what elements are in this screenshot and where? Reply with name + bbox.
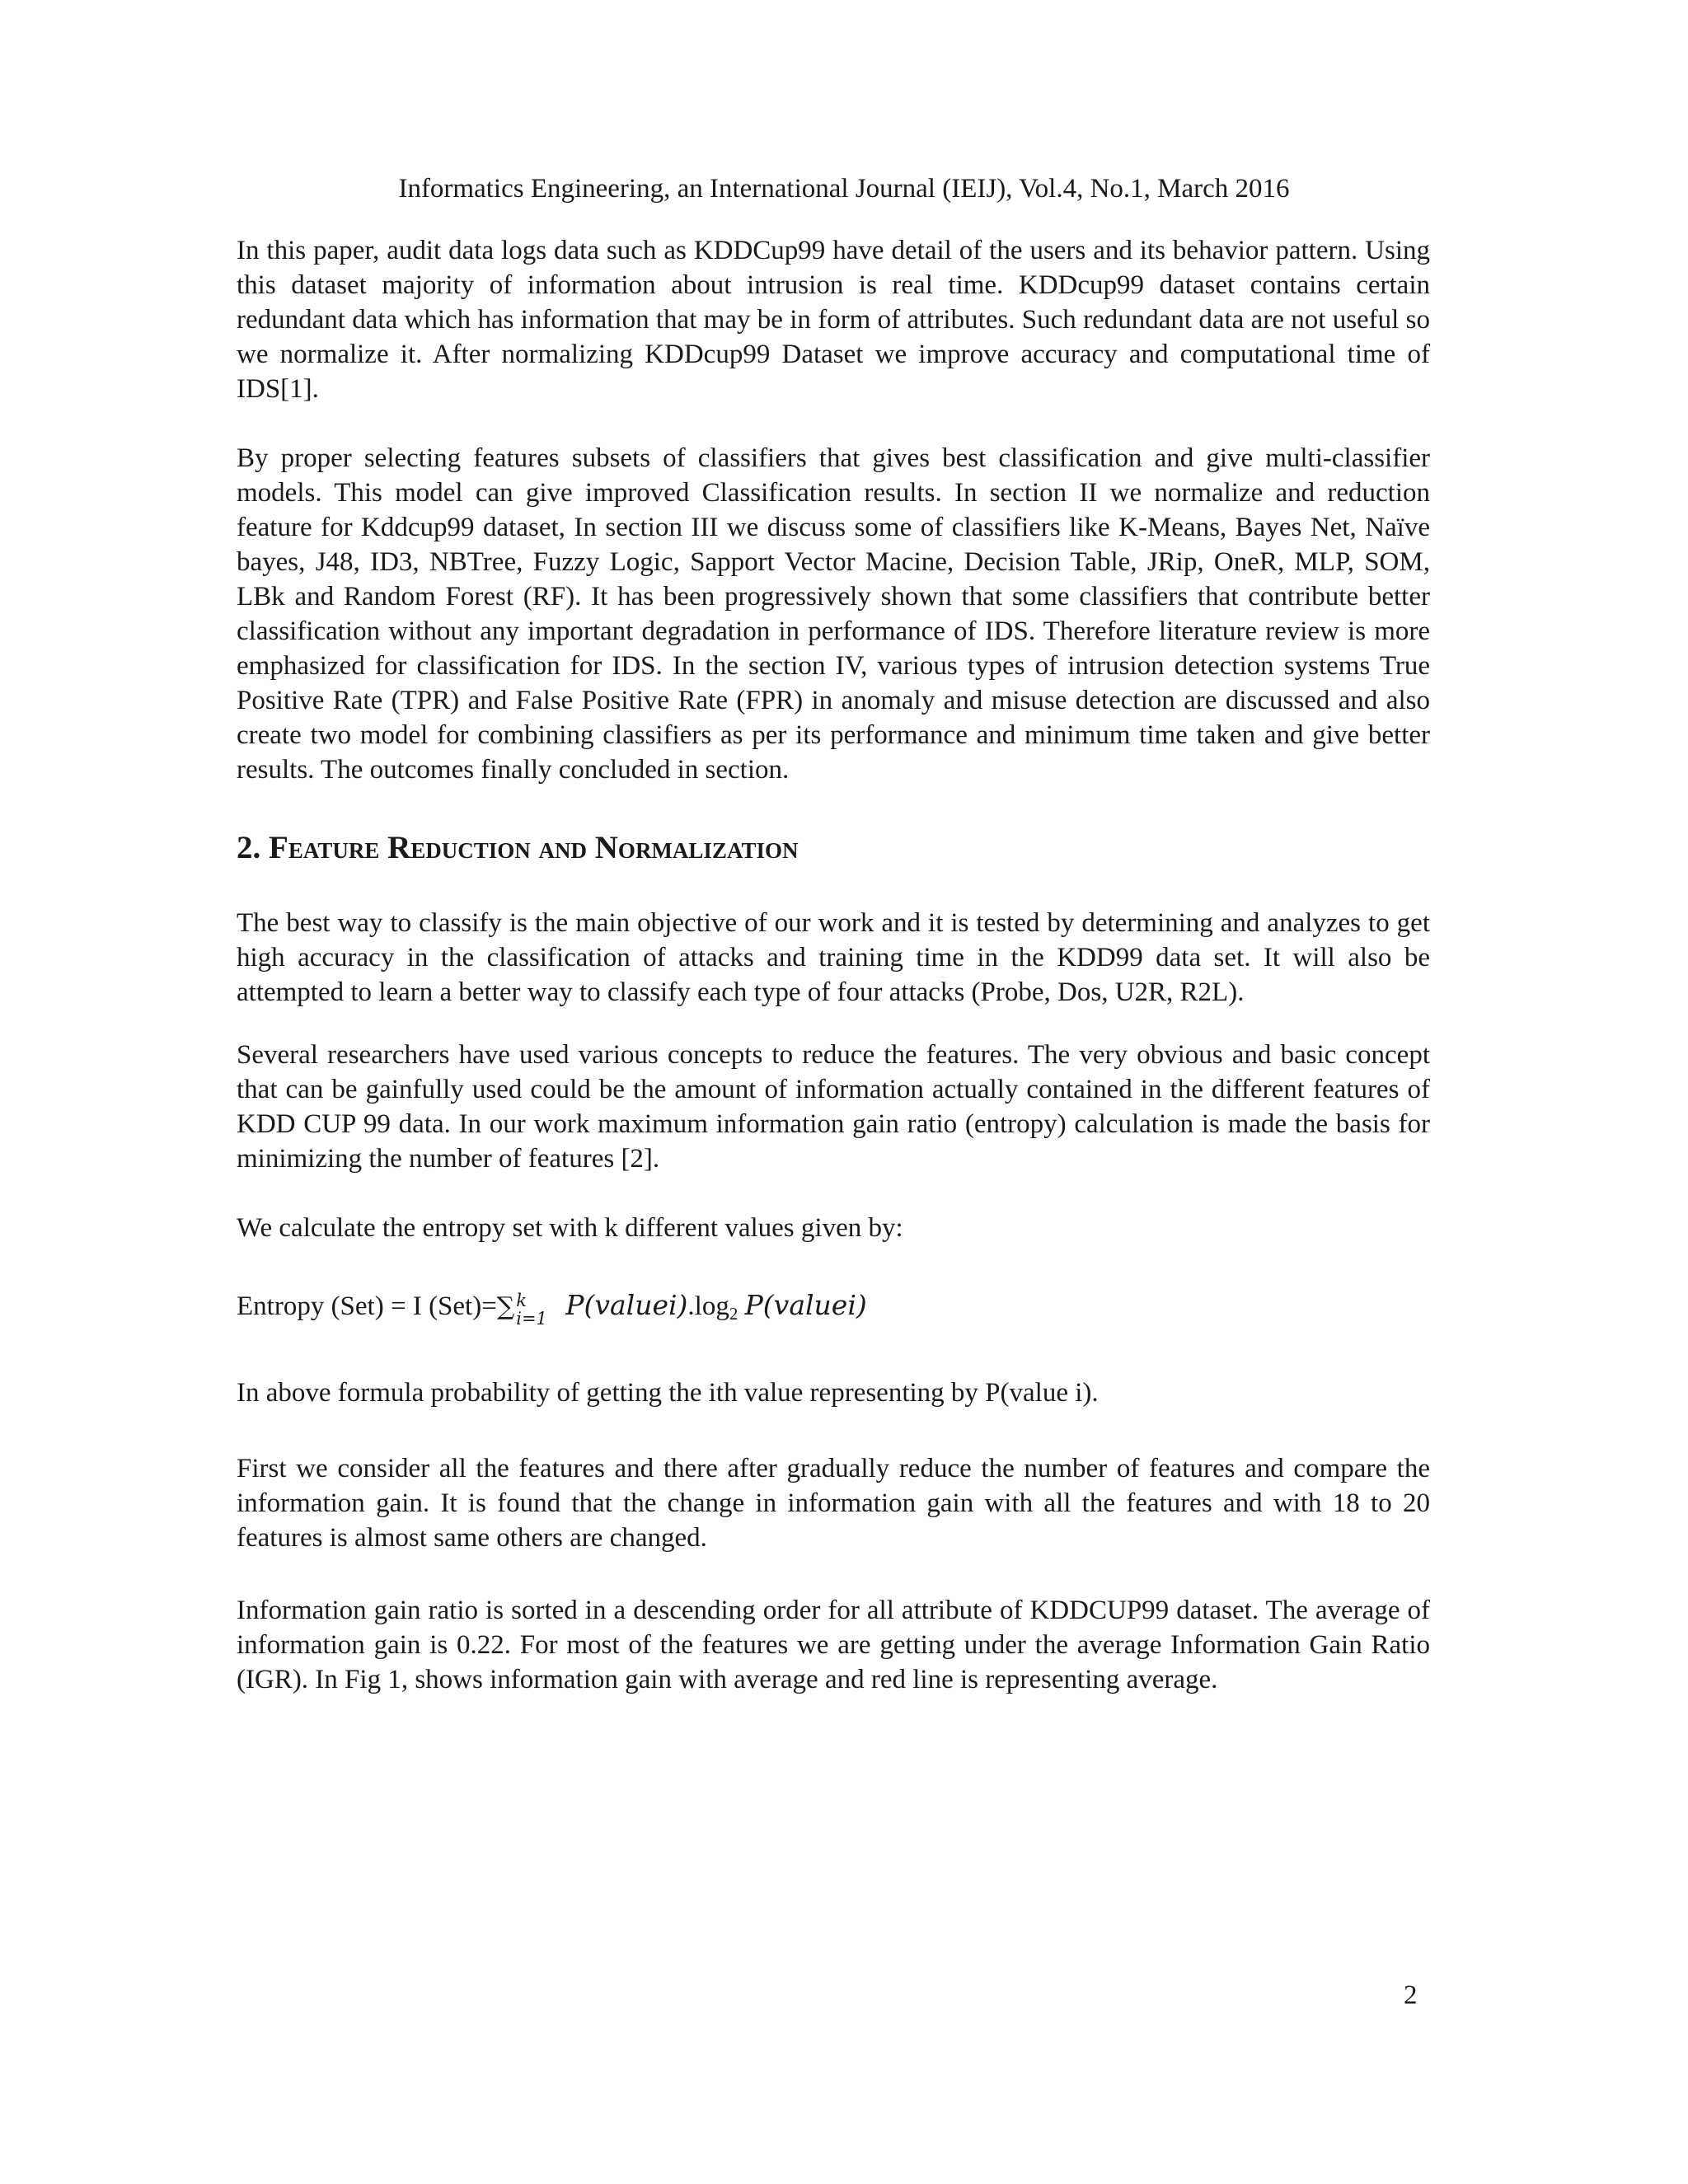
summation-symbol: ∑: [496, 1292, 515, 1321]
page-number: 2: [1404, 1980, 1418, 2010]
section-heading: 2. Feature Reduction and Normalization: [237, 830, 799, 865]
summation-lower-limit: i=1: [516, 1309, 547, 1329]
formula-term-1: P(valuei): [565, 1289, 688, 1321]
running-header: Informatics Engineering, an International Journal (IEIJ), Vol.4, No.1, March 2016: [398, 174, 1290, 204]
section2-paragraph-2: Several researchers have used various concepts to reduce the features. The very obvious and basic concept that can be gainfully used could be the amount of information actually contained in the different features of KDD CUP 99 data. In our work maximum information gain ratio (entropy) calculation is made the basis for minimizing the number of features [2].: [237, 1040, 1430, 1174]
section2-paragraph-1: The best way to classify is the main objective of our work and it is tested by determining and analyzes to get high accuracy in the classification of attacks and training time in the KDD99 data set. It will also be attempted to learn a better way to classify each type of four attacks (Probe, Dos, U2R, R2L).: [237, 908, 1430, 1007]
section2-paragraph-5: First we consider all the features and there after gradually reduce the number of features and compare the information gain. It is found that the change in information gain with all the features and with 18 to 20 features is almost same others are changed.: [237, 1454, 1430, 1553]
formula-term-2: P(valuei): [744, 1289, 867, 1321]
section2-paragraph-3: We calculate the entropy set with k different values given by:: [237, 1213, 903, 1243]
summation-upper-limit: k: [516, 1291, 527, 1310]
intro-paragraph-2: By proper selecting features subsets of classifiers that gives best classification and give multi-classifier models. This model can give improved Classification results. In section II we normalize and reduction feature for Kddcup99 dataset, In section III we discuss some of classifiers like K-Means, Bayes Net, Naïve bayes, J48, ID3, NBTree, Fuzzy Logic, Sapport Vector Macine, Decision Table, JRip, OneR, MLP, SOM, LBk and Random Forest (RF). It has been progressively shown that some classifiers that contribute better classification without any important degradation in performance of IDS. Therefore literature review is more emphasized for classification for IDS. In the section IV, various types of intrusion detection systems True Positive Rate (TPR) and False Positive Rate (FPR) in anomaly and misuse detection are discussed and also create two model for combining classifiers as per its performance and minimum time taken and give better results. The outcomes finally concluded in section.: [237, 443, 1430, 785]
section2-paragraph-6: Information gain ratio is sorted in a descending order for all attribute of KDDCUP99 dataset. The average of information gain is 0.22. For most of the features we are getting under the average Information Gain Ratio (IGR). In Fig 1, shows information gain with average and red line is representing average.: [237, 1596, 1430, 1694]
entropy-formula: [237, 1288, 1430, 1331]
formula-lhs: Entropy (Set) = I (Set)=: [237, 1291, 497, 1321]
paper-body: [237, 233, 1430, 1697]
formula-log-base: 2: [729, 1304, 738, 1324]
formula-dot-log: .log: [687, 1291, 729, 1321]
section2-paragraph-4: In above formula probability of getting the ith value representing by P(value i).: [237, 1378, 1099, 1408]
intro-paragraph-1: In this paper, audit data logs data such as KDDCup99 have detail of the users and its behavior pattern. Using this dataset majority of information about intrusion is real time. KDDcup99 dataset contains certain redundant data which has information that may be in form of attributes. Such redundant data are not useful so we normalize it. After normalizing KDDcup99 Dataset we improve accuracy and computational time of IDS[1].: [237, 236, 1430, 404]
summation-limits: [514, 1288, 565, 1329]
